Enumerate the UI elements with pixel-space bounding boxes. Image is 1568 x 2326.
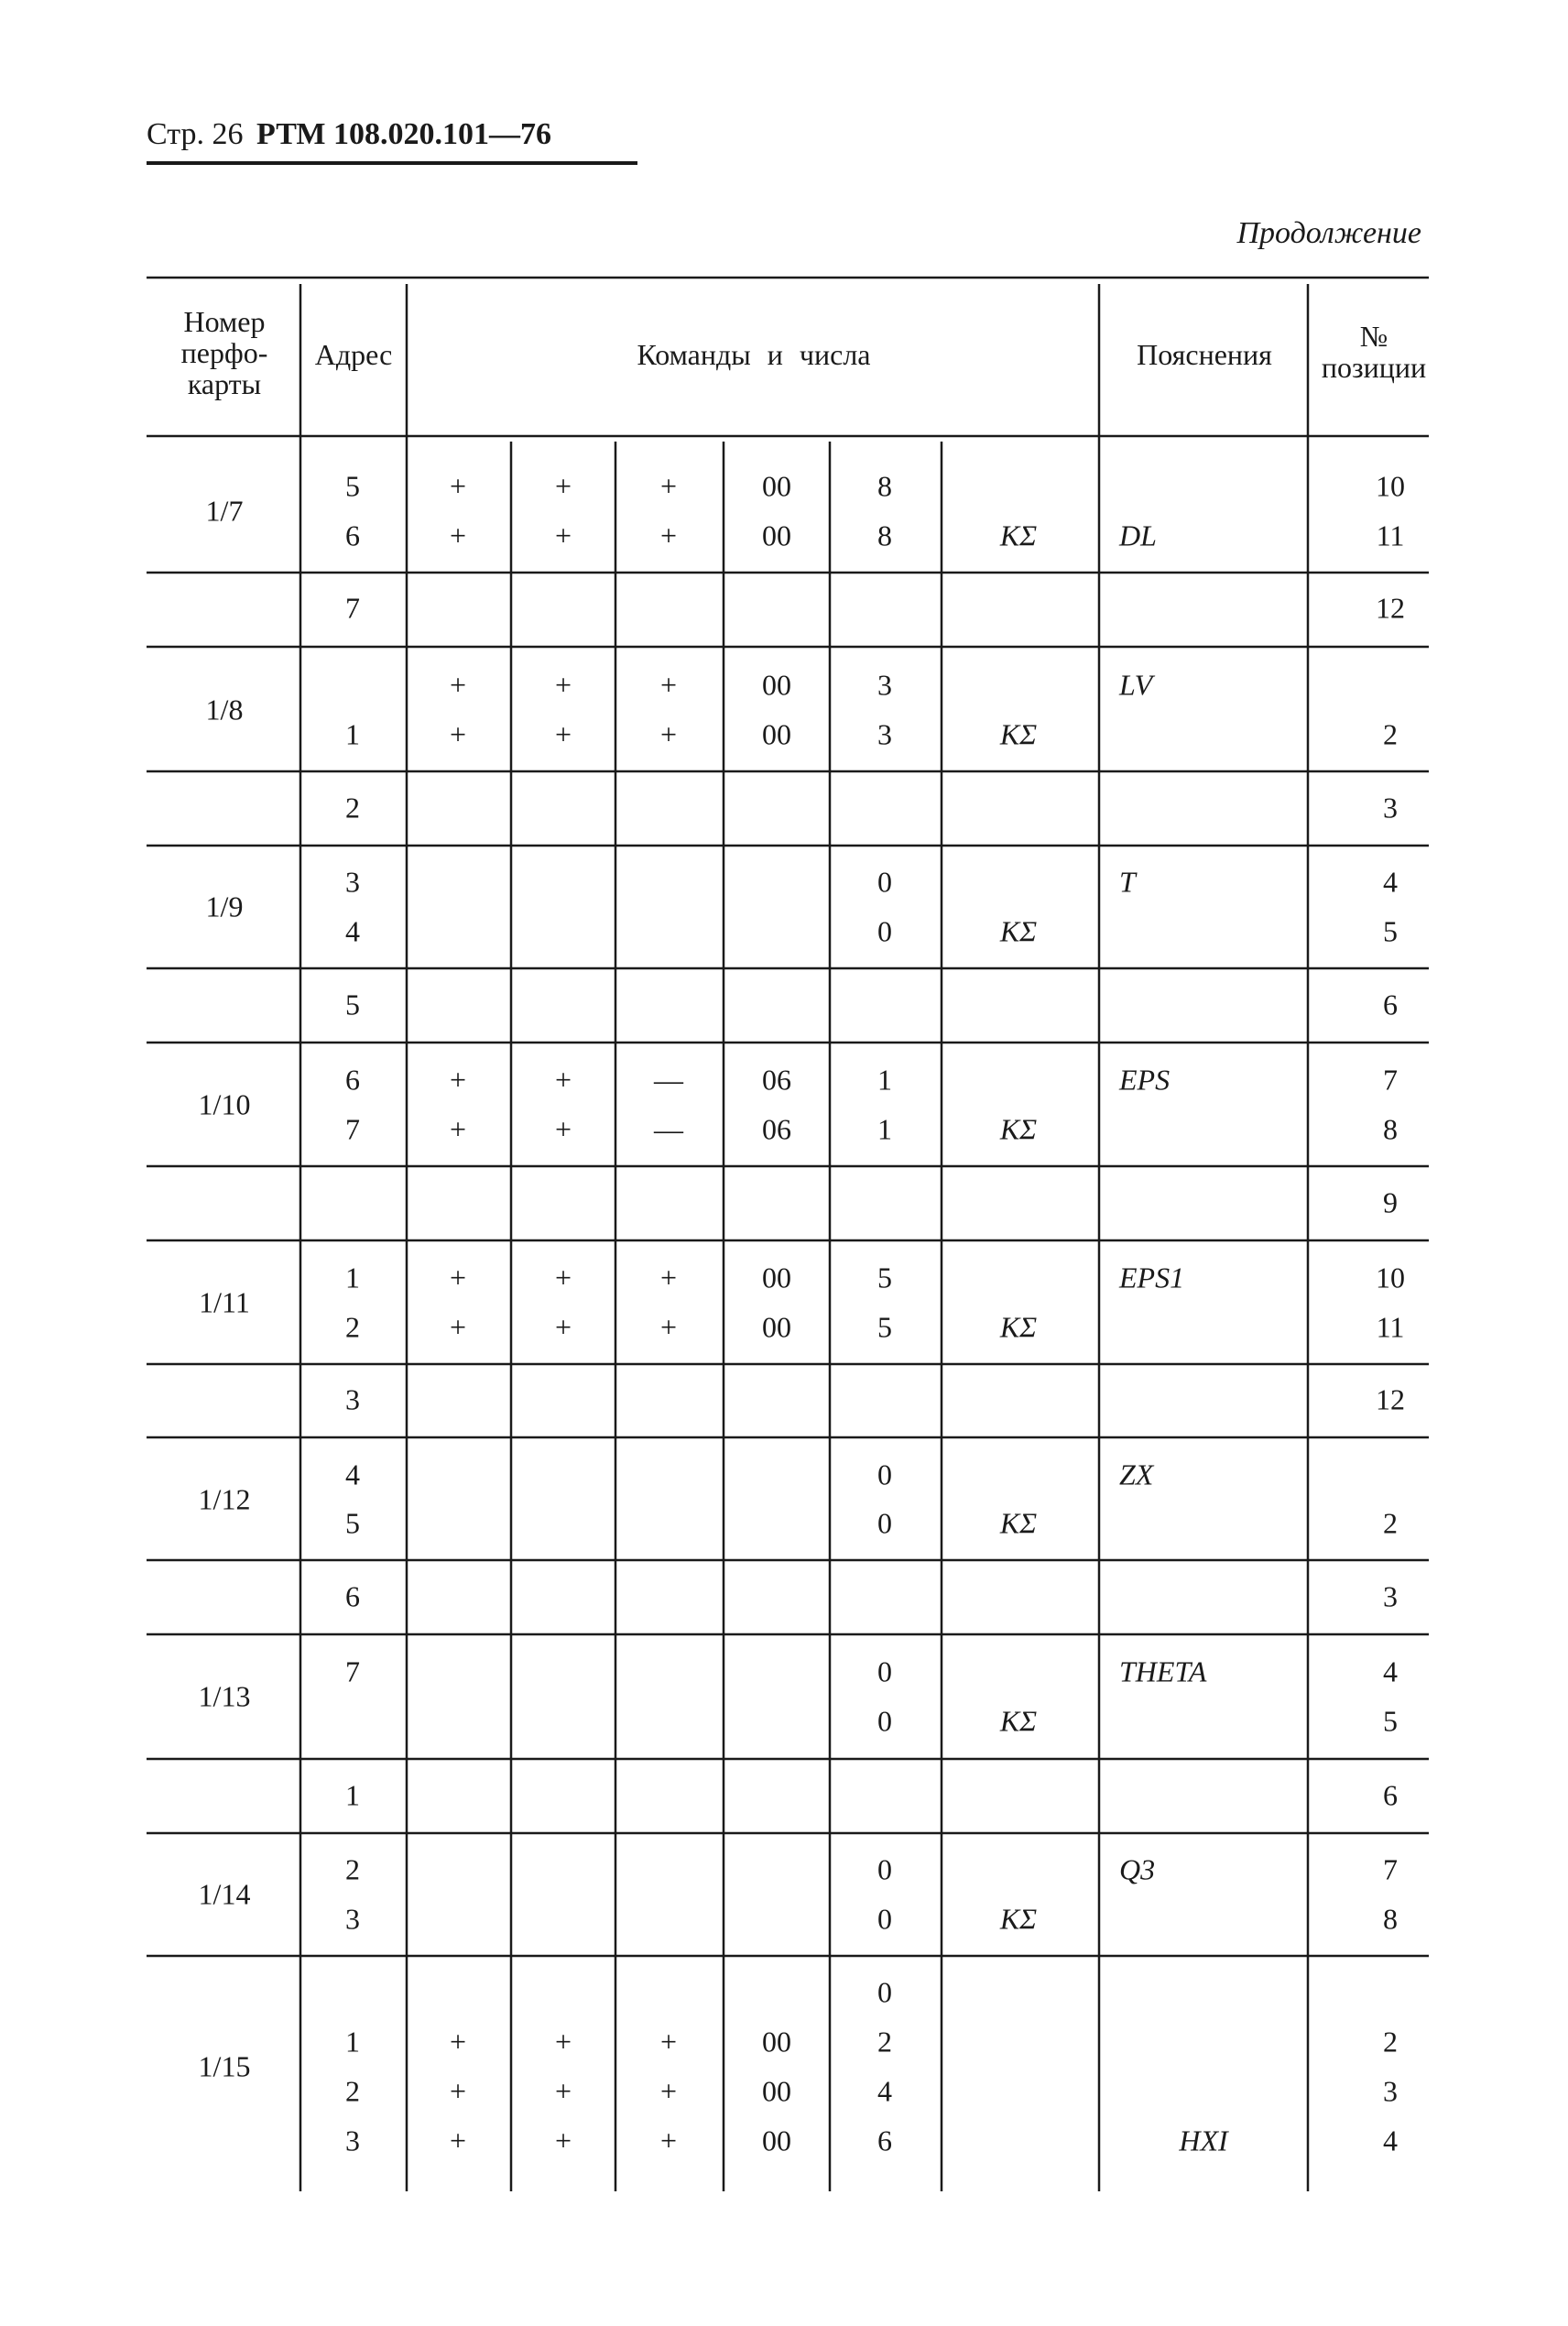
number-cell: 1	[877, 1112, 892, 1146]
col-header-position	[1310, 321, 1438, 383]
number-cell: 3	[877, 668, 892, 702]
sign-cell: +	[554, 717, 572, 751]
number-cell: 0	[877, 914, 892, 948]
address-cell: 5	[345, 988, 360, 1021]
code-cell: 00	[762, 2025, 791, 2058]
card-number: 1/10	[198, 1087, 251, 1121]
position-cell: 8	[1383, 1112, 1398, 1146]
sign-cell: +	[554, 668, 572, 702]
sign-cell: +	[554, 1063, 572, 1097]
address-cell: 3	[345, 1382, 360, 1416]
address-cell: 3	[345, 865, 360, 899]
card-number: 1/8	[205, 693, 244, 726]
position-cell: 5	[1383, 1704, 1398, 1738]
card-number: 1/9	[205, 890, 244, 923]
position-cell: 11	[1376, 519, 1405, 552]
address-cell: 1	[345, 1778, 360, 1812]
address-cell: 6	[345, 519, 360, 552]
card-number: 1/13	[198, 1679, 251, 1713]
position-cell: 6	[1383, 988, 1398, 1021]
sign-cell: —	[654, 1112, 683, 1146]
note-cell: ZX	[1119, 1458, 1154, 1491]
sign-cell: +	[449, 1112, 467, 1146]
sign-cell: +	[659, 668, 678, 702]
position-cell: 7	[1383, 1852, 1398, 1886]
number-cell: 2	[877, 2025, 892, 2058]
note-cell: THETA	[1119, 1654, 1207, 1688]
number-cell: 0	[877, 1704, 892, 1738]
number-cell: 4	[877, 2074, 892, 2108]
code-cell: 06	[762, 1063, 791, 1097]
card-number: 1/14	[198, 1877, 251, 1911]
number-cell: 6	[877, 2124, 892, 2157]
address-cell: 2	[345, 1852, 360, 1886]
address-cell: 2	[345, 791, 360, 824]
number-cell: 8	[877, 519, 892, 552]
address-cell: 7	[345, 591, 360, 625]
card-number: 1/15	[198, 2049, 251, 2083]
address-cell: 6	[345, 1579, 360, 1613]
position-cell: 2	[1383, 717, 1398, 751]
col-header-card-line-3: карты	[187, 367, 262, 400]
note-cell: EPS1	[1119, 1261, 1185, 1294]
ksum-cell: KΣ	[999, 1506, 1038, 1540]
sign-cell: +	[659, 717, 678, 751]
sign-cell: +	[554, 2124, 572, 2157]
code-cell: 00	[762, 717, 791, 751]
position-cell: 4	[1383, 2124, 1398, 2157]
position-cell: 8	[1383, 1902, 1398, 1936]
address-cell: 1	[345, 2025, 360, 2058]
sign-cell: +	[449, 1063, 467, 1097]
header-underline	[147, 161, 637, 165]
col-header-notes: Пояснения	[1137, 338, 1272, 371]
position-cell: 4	[1383, 865, 1398, 899]
code-cell: 00	[762, 668, 791, 702]
ksum-cell: KΣ	[999, 1902, 1038, 1936]
address-cell: 2	[345, 2074, 360, 2108]
sign-cell: +	[554, 1112, 572, 1146]
ksum-cell: KΣ	[999, 519, 1038, 552]
position-cell: 3	[1383, 2074, 1398, 2108]
number-cell: 8	[877, 469, 892, 503]
note-cell: HXI	[1179, 2124, 1228, 2157]
col-header-position-line-1: №	[1359, 320, 1388, 353]
sign-cell: +	[659, 2025, 678, 2058]
sign-cell: +	[449, 1261, 467, 1294]
ksum-cell: KΣ	[999, 914, 1038, 948]
sign-cell: +	[449, 2124, 467, 2157]
address-cell: 1	[345, 717, 360, 751]
card-number: 1/7	[205, 494, 244, 528]
sign-cell: +	[449, 519, 467, 552]
number-cell: 0	[877, 1852, 892, 1886]
position-cell: 10	[1376, 469, 1405, 503]
position-cell: 12	[1376, 1382, 1405, 1416]
address-cell: 4	[345, 1458, 360, 1491]
note-cell: DL	[1119, 519, 1157, 552]
position-cell: 9	[1383, 1185, 1398, 1219]
col-header-card-line-2: перфо-	[180, 336, 268, 369]
standard-number: РТМ 108.020.101—76	[256, 117, 552, 151]
continuation-label: Продолжение	[1236, 216, 1421, 250]
address-cell: 6	[345, 1063, 360, 1097]
sign-cell: +	[659, 519, 678, 552]
col-header-card-line-1: Номер	[183, 305, 266, 338]
position-cell: 5	[1383, 914, 1398, 948]
address-cell: 7	[345, 1112, 360, 1146]
sign-cell: +	[554, 1261, 572, 1294]
sign-cell: +	[554, 1310, 572, 1344]
page-header	[147, 117, 551, 152]
card-number: 1/12	[198, 1482, 251, 1515]
sign-cell: +	[659, 2074, 678, 2108]
address-cell: 3	[345, 2124, 360, 2157]
number-cell: 0	[877, 1654, 892, 1688]
col-header-position-line-2: позиции	[1321, 351, 1427, 384]
note-cell: LV	[1119, 668, 1153, 702]
code-cell: 00	[762, 519, 791, 552]
number-cell: 3	[877, 717, 892, 751]
number-cell: 0	[877, 1902, 892, 1936]
sign-cell: +	[449, 2025, 467, 2058]
number-cell: 0	[877, 1975, 892, 2009]
card-number: 1/11	[199, 1285, 250, 1319]
sign-cell: +	[659, 1261, 678, 1294]
sign-cell: —	[654, 1063, 683, 1097]
sign-cell: +	[449, 717, 467, 751]
sign-cell: +	[449, 668, 467, 702]
position-cell: 6	[1383, 1778, 1398, 1812]
position-cell: 3	[1383, 791, 1398, 824]
note-cell: T	[1119, 865, 1136, 899]
ksum-cell: KΣ	[999, 1310, 1038, 1344]
position-cell: 12	[1376, 591, 1405, 625]
note-cell: Q3	[1119, 1852, 1156, 1886]
address-cell: 7	[345, 1654, 360, 1688]
page-label: Стр. 26	[147, 117, 244, 151]
sign-cell: +	[554, 2025, 572, 2058]
sign-cell: +	[659, 2124, 678, 2157]
address-cell: 3	[345, 1902, 360, 1936]
ksum-cell: KΣ	[999, 717, 1038, 751]
number-cell: 0	[877, 1506, 892, 1540]
position-cell: 2	[1383, 2025, 1398, 2058]
address-cell: 1	[345, 1261, 360, 1294]
position-cell: 11	[1376, 1310, 1405, 1344]
sign-cell: +	[554, 2074, 572, 2108]
number-cell: 0	[877, 1458, 892, 1491]
sign-cell: +	[554, 469, 572, 503]
code-cell: 00	[762, 2074, 791, 2108]
address-cell: 2	[345, 1310, 360, 1344]
address-cell: 5	[345, 1506, 360, 1540]
number-cell: 0	[877, 865, 892, 899]
note-cell: EPS	[1119, 1063, 1171, 1097]
position-cell: 4	[1383, 1654, 1398, 1688]
sign-cell: +	[449, 2074, 467, 2108]
code-cell: 00	[762, 469, 791, 503]
code-cell: 00	[762, 1310, 791, 1344]
address-cell: 5	[345, 469, 360, 503]
sign-cell: +	[449, 469, 467, 503]
col-header-address: Адрес	[314, 338, 393, 371]
sign-cell: +	[659, 469, 678, 503]
ksum-cell: KΣ	[999, 1704, 1038, 1738]
position-cell: 3	[1383, 1579, 1398, 1613]
position-cell: 2	[1383, 1506, 1398, 1540]
code-cell: 00	[762, 1261, 791, 1294]
col-header-card	[151, 306, 298, 399]
number-cell: 5	[877, 1310, 892, 1344]
code-cell: 06	[762, 1112, 791, 1146]
number-cell: 5	[877, 1261, 892, 1294]
col-header-commands: Команды и числа	[637, 338, 871, 371]
sign-cell: +	[554, 519, 572, 552]
address-cell: 4	[345, 914, 360, 948]
number-cell: 1	[877, 1063, 892, 1097]
ksum-cell: KΣ	[999, 1112, 1038, 1146]
sign-cell: +	[449, 1310, 467, 1344]
code-cell: 00	[762, 2124, 791, 2157]
sign-cell: +	[659, 1310, 678, 1344]
position-cell: 7	[1383, 1063, 1398, 1097]
position-cell: 10	[1376, 1261, 1405, 1294]
